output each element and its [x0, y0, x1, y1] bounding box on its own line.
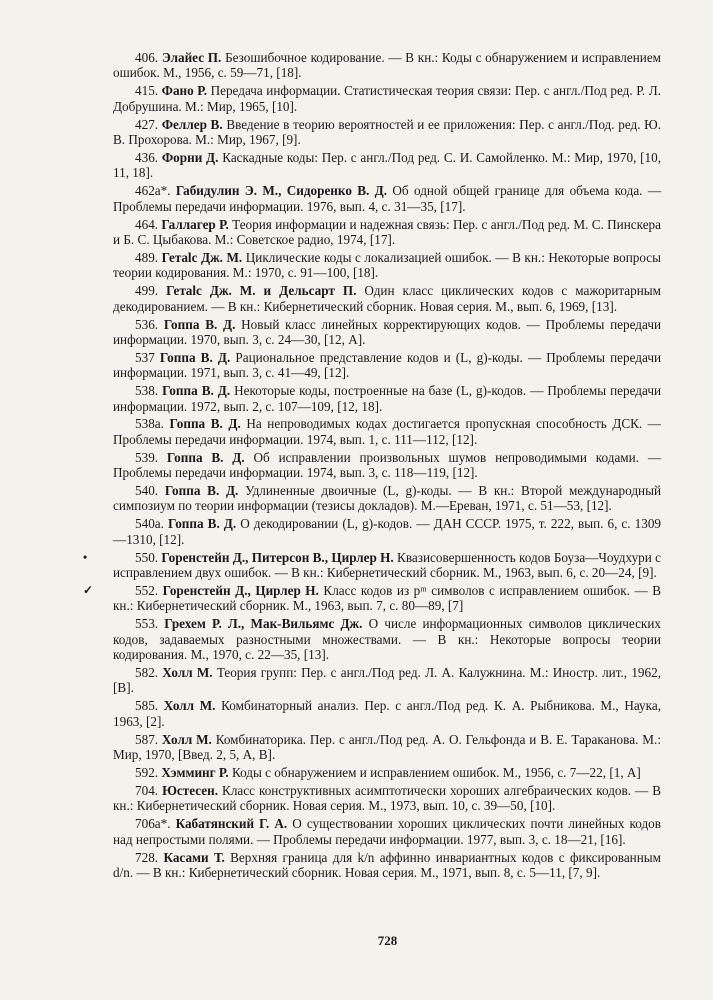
reference-number: 587. [135, 731, 159, 747]
reference-entry [113, 816, 661, 847]
reference-number: 704. [135, 782, 159, 798]
reference-entry [113, 850, 661, 881]
reference-text: Комбинаторика. Пер. с англ./Под ред. А. О. Гельфонда и В. Е. Таракановa. М.: Мир, 1970, [Введ. 2, 5, А, В]. [113, 731, 661, 763]
reference-text: Коды с обнаружением и исправлением ошибок. М., 1956, с. 7—22, [1, А] [231, 764, 641, 780]
reference-text: Об одной общей границе для объема кода. — Проблемы передачи информации. 1976, вып. 4, с. 31—35, [17]. [113, 183, 662, 214]
page-number: 728 [377, 933, 398, 948]
reference-authors: Гоппа В. Д. [167, 516, 237, 532]
reference-number: 553. [135, 616, 159, 632]
reference-number: 728. [135, 849, 159, 865]
reference-text: Циклические коды с локализацией ошибок. — В кн.: Некоторые вопросы теории кодирования. М.: 1970, с. 91—100, [18]. [113, 249, 661, 281]
reference-authors: Галлагер Р. [161, 216, 229, 232]
reference-text: Квазисовершенность кодов Боуза—Чоудхури с исправлением двух ошибок. — В кн.: Кибернетический сборник. М., 1963, вып. 6, с. 20—24, [9]. [113, 549, 662, 581]
reference-entry [83, 583, 661, 614]
reference-authors: Габидулин Э. М., Сидоренко В. Д. [175, 183, 388, 199]
reference-number: 427. [135, 116, 159, 132]
reference-entry [113, 150, 661, 181]
reference-entry [113, 665, 661, 696]
reference-number: 464. [135, 216, 159, 232]
reference-authors: Юстесен. [162, 782, 219, 798]
reference-entry [113, 317, 661, 348]
reference-authors: Горенстейн Д., Питерсон В., Цирлер Н. [161, 549, 394, 565]
reference-text: О числе информационных символов циклических кодов, задаваемых разностными множествами. — В кн.: Некоторые вопросы теории кодирования. М., 1970, с. 22—35, [13]. [113, 616, 661, 663]
reference-number: 540. [135, 483, 159, 499]
reference-authors: Гоппа В. Д. [163, 316, 236, 332]
reference-number: 550. [135, 549, 159, 565]
reference-authors: Хэмминг Р. [161, 764, 229, 780]
reference-list [83, 50, 662, 880]
reference-number: 552. [135, 583, 159, 598]
reference-number: 538. [135, 383, 159, 399]
reference-number: 706а*. [135, 816, 171, 832]
reference-authors: Гоппа В. Д. [164, 483, 239, 499]
reference-number: 592. [135, 764, 159, 780]
reference-text: На непроводимых кодах достигается пропускная способность ДСК. — Проблемы передачи информации. 1974, вып. 1, с. 111—112, [12]. [113, 416, 661, 447]
reference-entry [113, 516, 661, 547]
reference-text: Класс кодов из pᵐ символов с исправлением ошибок. — В кн.: Кибернетический сборник. М., 1963, вып. 7, с. 80—89, [7] [113, 583, 661, 614]
reference-number: 539. [135, 449, 159, 465]
reference-entry [113, 83, 661, 114]
reference-number: 582. [135, 665, 159, 681]
reference-text: Передача информации. Статистическая теория связи: Пер. с англ./Под ред. Р. Л. Добрушина. М.: Мир, 1965, [10]. [113, 83, 661, 114]
reference-number: 489. [135, 249, 159, 265]
reference-authors: Гоппа В. Д. [169, 416, 241, 432]
reference-entry [113, 765, 661, 780]
reference-entry [113, 283, 661, 314]
reference-entry [113, 183, 661, 214]
reference-number: 406. [135, 50, 159, 65]
reference-authors: Гетalc Дж. М. [161, 249, 243, 265]
reference-text: О существовании хороших циклических почти линейных кодов над непростыми полями. — Проблемы передачи информации. 1977, вып. 3, с. 18—21, [16]. [113, 816, 661, 847]
reference-authors: Холл М. [162, 665, 213, 681]
reference-text: Безошибочное кодирование. — В кн.: Коды с обнаружением и исправлением ошибок. М., 1956, с. 59—71, [18]. [113, 50, 662, 81]
reference-number: 540а. [135, 516, 164, 532]
reference-text: Один класс циклических кодов с мажоритарным декодированием. — В кн.: Кибернетический сборник. Новая серия. М., вып. 6, 1969, [13]. [113, 283, 662, 314]
reference-authors: Форни Д. [161, 149, 219, 165]
reference-authors: Феллер В. [161, 116, 223, 132]
reference-entry [113, 250, 661, 281]
margin-mark: • [83, 549, 88, 564]
reference-authors: Кабатянский Г. А. [175, 816, 288, 832]
reference-text: Удлиненные двоичные (L, g)-коды. — В кн.: Второй международный симпозиум по теории информации (тезисы докладов). М.—Ереван, 1971, с. 51—53, [12]. [113, 483, 662, 514]
reference-number: 585. [135, 698, 159, 714]
reference-text: Об исправлении произвольных шумов непроводимыми кодами. — Проблемы передачи информации. 1974, вып. 3, с. 118—119, [12]. [113, 449, 662, 481]
reference-text: Класс конструктивных асимптотически хороших алгебраических кодов. — В кн.: Кибернетический сборник. Новая серия. М., 1973, вып. 10, с. 39—50, [10]. [113, 782, 662, 814]
reference-text: Верхняя граница для k/n аффинно инвариантных кодов с фиксированным d/n. — В кн.: Кибернетический сборник. Новая серия. М., 1971, вып. 8, с. 5—11, [7, 9]. [113, 849, 662, 880]
reference-entry [113, 117, 661, 148]
reference-text: Комбинаторный анализ. Пер. с англ./Под ред. К. А. Рыбникова. М., Наука, 1963, [2]. [113, 698, 662, 729]
reference-text: Введение в теорию вероятностей и ее приложения: Пер. с англ./Под. ред. Ю. В. Прохорова. М.: Мир, 1967, [9]. [113, 116, 662, 148]
reference-authors: Гоппа В. Д. [166, 449, 245, 465]
reference-number: 538а. [135, 416, 164, 432]
reference-text: Теория групп: Пер. с англ./Под ред. Л. А. Калужнина. М.: Иностр. лит., 1962, [В]. [113, 665, 661, 696]
reference-entry [113, 698, 661, 729]
reference-authors: Холл М. [161, 731, 212, 747]
reference-entry [113, 416, 661, 447]
reference-number: 536. [135, 316, 159, 332]
reference-entry [113, 783, 661, 814]
reference-authors: Фано Р. [161, 83, 208, 99]
reference-entry [113, 50, 661, 81]
reference-authors: Гоппа В. Д. [162, 383, 231, 399]
reference-number: 462a*. [135, 183, 171, 199]
reference-entry [113, 483, 661, 514]
reference-text: Каскадные коды: Пер. с англ./Под ред. С. И. Самойленко. М.: Мир, 1970, [10, 11, 18]. [113, 149, 662, 181]
reference-authors: Горенстейн Д., Цирлер Н. [162, 583, 319, 598]
reference-number: 537 [135, 349, 155, 365]
margin-mark: ✓ [83, 583, 94, 597]
reference-entry [113, 732, 661, 763]
reference-authors: Элайес П. [161, 50, 222, 65]
reference-number: 436. [135, 149, 159, 165]
reference-number: 415. [135, 83, 159, 99]
reference-number: 499. [135, 283, 159, 299]
reference-entry [113, 217, 661, 248]
reference-entry [83, 549, 662, 581]
reference-authors: Гоппа В. Д. [159, 349, 231, 365]
reference-text: О декодировании (L, g)-кодов. — ДАН СССР. 1975, т. 222, вып. 6, с. 1309—1310, [12]. [113, 516, 662, 547]
reference-entry [113, 616, 661, 662]
reference-text: Рациональное представление кодов и (L, g)-коды. — Проблемы передачи информации. 1971, вып. 3, с. 41—49, [12]. [113, 349, 662, 381]
reference-entry [113, 350, 661, 381]
reference-authors: Грехем Р. Л., Мак-Вильямс Дж. [164, 616, 363, 632]
reference-entry [113, 383, 661, 414]
reference-text: Некоторые коды, построенные на базе (L, g)-кодов. — Проблемы передачи информации. 1972, вып. 2, с. 107—109, [12, 18]. [113, 383, 662, 414]
reference-authors: Холл М. [163, 698, 216, 714]
reference-text: Новый класс линейных корректирующих кодов. — Проблемы передачи информации. 1970, вып. 3, с. 24—30, [12, А]. [113, 316, 662, 347]
reference-authors: Гетalc Дж. М. и Дельсарт П. [166, 283, 357, 299]
reference-entry [113, 450, 661, 481]
reference-authors: Касами Т. [163, 849, 225, 865]
reference-text: Теория информации и надежная связь: Пер. с англ./Под ред. М. С. Пинскера и Б. С. Цыбакова. М.: Советское радио, 1974, [17]. [113, 216, 661, 247]
